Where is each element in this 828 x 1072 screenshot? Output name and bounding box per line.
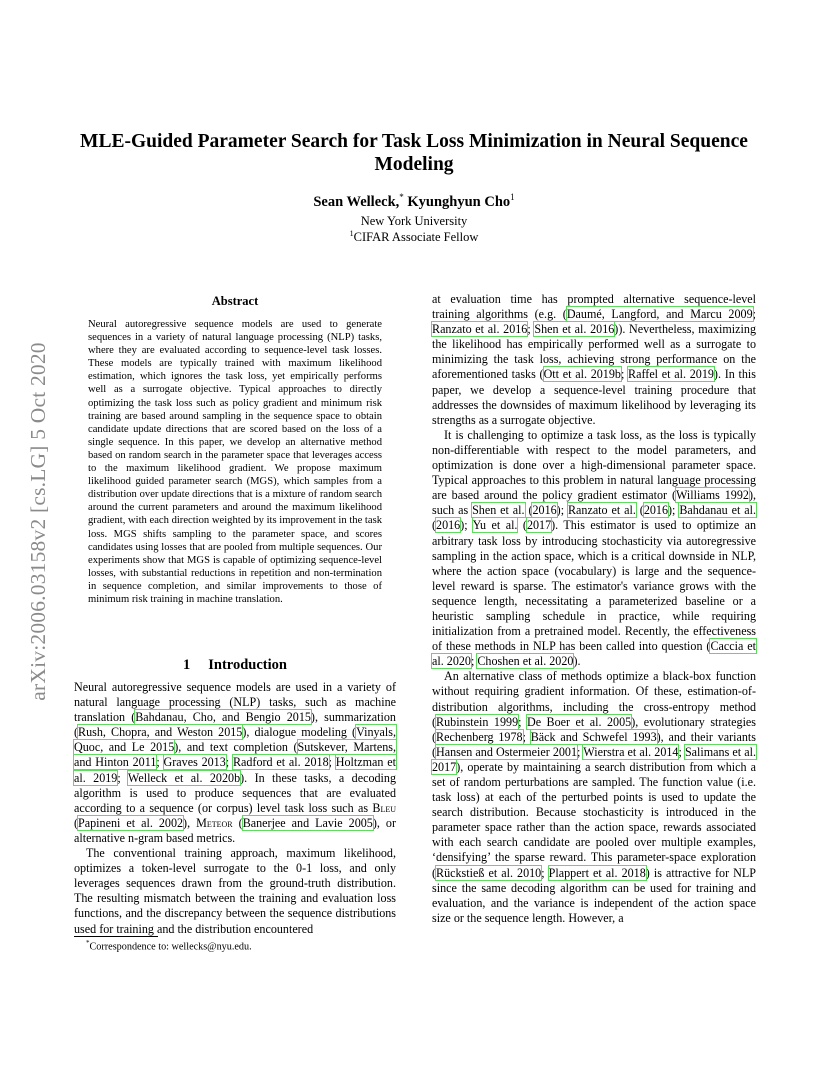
text-run: ; [117, 770, 128, 785]
text-run: ), such as [432, 488, 757, 518]
citation-link[interactable]: Rückstieß et al. 2010 [436, 865, 542, 880]
text-run: ). In these tasks, a decoding algorithm is used to produce sequences that are evaluated according to a sequence (or corpus) level task loss such as [74, 770, 396, 815]
footnote-text: Correspondence to: wellecks@nyu.edu. [89, 941, 252, 953]
abstract-body: Neural autoregressive sequence models are used to generate sequences in a variety of natural language processing (NLP) tasks, where they are evaluated according to sequence-level task losses. These models are typically trained with maximum likelihood estimation, which ignores the task loss, yet empirically performs well as a surrogate objective. Typical approaches to directly optimizing the task loss such as policy gradient and minimum risk training are based around sampling in the sequence space to obtain candidate update directions that are scored based on the loss of a single sequence. In this paper, we develop an alternative method based on random search in the parameter space that leverages access to the maximum likelihood gradient. We propose maximum likelihood guided parameter search (MGS), which samples from a distribution over update directions that is a mixture of random search around the current parameters and around the maximum likelihood gradient, with each direction weighted by its improvement in the task loss. MGS shifts sampling to the parameter space, and scores candidates using losses that are pooled from multiple sequences. Our experiments show that MGS is capable of optimizing sequence-level losses, with substantial reductions in repetition and non-termination in sequence completion, and similar improvements to those of minimum risk training in machine translation. [88, 319, 382, 605]
citation-link[interactable]: Rush, Chopra, and Weston 2015 [78, 725, 243, 740]
citation-link[interactable]: Banerjee and Lavie 2005 [242, 815, 373, 830]
citation-link[interactable]: Bahdanau, Cho, and Bengio 2015 [135, 710, 311, 725]
citation-link[interactable]: 2017 [526, 518, 552, 533]
text-run: ( [517, 518, 527, 533]
citation-link[interactable]: Welleck et al. 2020b [127, 770, 241, 785]
text-run: ), operate by maintaining a search distribution from which a set of random perturbations are sampled. The function value (i.e. task loss) at each of the perturbed points is used to update the search distribution. Because stochasticity is introduced in the parameter space rather than the action space, rewards associated with each search candidate are pooled over multiple examples, ‘densifying’ the sparse reward. This parameter-space exploration ( [432, 759, 756, 880]
citation-link[interactable]: Daumé, Langford, and Marcu 2009 [566, 307, 753, 322]
citation-link[interactable]: Bahdanau et al. [679, 503, 756, 518]
text-run: ( [635, 503, 644, 518]
text-run: ; [678, 744, 685, 759]
section-heading [74, 657, 396, 674]
citation-link[interactable]: Plappert et al. 2018 [548, 865, 646, 880]
text-run: The conventional training approach, maximum likelihood, optimizes a token-level surrogate to the 0-1 loss, and only leverages sequences drawn from the ground-truth distribution. The resulting mismatch between the training and evaluation loss functions, and the discrepancy between the sequence distributions used for training and the distribution encountered [74, 846, 396, 936]
text-run: ), evolutionary strategies ( [432, 714, 756, 744]
text-run: ( [232, 815, 243, 830]
text-run: ; [328, 755, 336, 770]
citation-link[interactable]: Shen et al. [472, 503, 525, 518]
citation-link[interactable]: Ranzato et al. [567, 503, 636, 518]
affiliation-marker: 1 [349, 229, 354, 238]
citation-link[interactable]: Wierstra et al. 2014 [583, 744, 679, 759]
paragraph [432, 292, 756, 428]
metric-name: Meteor [196, 815, 233, 830]
citation-link[interactable]: Bäck and Schwefel 1993 [530, 729, 657, 744]
paper-title: MLE-Guided Parameter Search for Task Loss Minimization in Neural Sequence Modeling [80, 131, 748, 175]
text-run: ; [752, 307, 756, 322]
paragraph [432, 669, 756, 926]
citation-link[interactable]: Yu et al. [472, 518, 518, 533]
text-run: ) is attractive for NLP since the same decoding algorithm can be used for training and evaluation, and the variance is independent of the action space size or the sequence length. However, a [432, 865, 756, 925]
arxiv-identifier [18, 296, 58, 746]
affiliation-text: CIFAR Associate Fellow [353, 230, 479, 245]
affiliation-marker: 1 [510, 192, 515, 202]
citation-link[interactable]: Radford et al. 2018 [232, 755, 329, 770]
text-run: ; [620, 367, 629, 382]
text-run: )). Nevertheless, maximizing the likelihood has empirically performed well as a surrogate to minimizing the task loss, achieving strong performance on the aforementioned tasks ( [432, 322, 756, 382]
citation-link[interactable]: Graves 2013 [163, 755, 226, 770]
citation-link[interactable]: Vinyals, Quoc, and Le 2015 [74, 725, 396, 755]
citation-link[interactable]: 2016 [436, 518, 461, 533]
citation-link[interactable]: Sutskever, Martens, and Hinton 2011 [74, 740, 396, 770]
citation-link[interactable]: Shen et al. 2016 [534, 322, 615, 337]
citation-link[interactable]: Papineni et al. 2002 [78, 815, 184, 830]
text-run: ; [577, 744, 584, 759]
text-run: ), and their variants ( [432, 729, 757, 759]
section-number: 1 [183, 657, 191, 673]
author-name: Kyunghyun Cho [407, 193, 511, 210]
text-run: ( [74, 815, 79, 830]
citation-link[interactable]: Holtzman et al. 2019 [74, 755, 396, 785]
text-run: ). [573, 654, 581, 669]
abstract-heading: Abstract [211, 294, 259, 308]
affiliation-line: New York University [360, 214, 468, 228]
left-column-body [74, 680, 396, 937]
text-run: ); [556, 503, 568, 518]
paragraph [74, 846, 396, 937]
footnote-marker: * [86, 939, 90, 947]
citation-link[interactable]: Salimans et al. 2017 [432, 744, 757, 774]
author-line [200, 192, 628, 211]
footnote [86, 939, 252, 952]
citation-link[interactable]: Choshen et al. 2020 [477, 654, 574, 669]
text-run: ( [524, 503, 533, 518]
citation-link[interactable]: Rechenberg 1978 [436, 729, 523, 744]
paragraph [432, 428, 756, 670]
citation-link[interactable]: Williams 1992 [675, 488, 749, 503]
text-run: ; [225, 755, 233, 770]
text-run: ; [527, 322, 535, 337]
citation-link[interactable]: Ott et al. 2019b [543, 367, 621, 382]
citation-link[interactable]: Hansen and Ostermeier 2001 [436, 744, 578, 759]
citation-link[interactable]: Ranzato et al. 2016 [432, 322, 528, 337]
citation-link[interactable]: Caccia et al. 2020 [432, 639, 756, 669]
footnote-rule [74, 936, 158, 937]
text-run: It is challenging to optimize a task loss, as the loss is typically non-differentiable with respect to the model parameters, and optimization is done over a high-dimensional parameter space. Typical approaches to this problem in natural language processing are based around the policy gradient estimator ( [432, 427, 756, 503]
text-run: ), summarization ( [74, 710, 396, 740]
text-run: ), [183, 815, 197, 830]
arxiv-identifier-text: arXiv:2006.03158v2 [cs.LG] 5 Oct 2020 [25, 341, 50, 701]
section-title: Introduction [208, 657, 287, 673]
text-run: ; [470, 654, 478, 669]
metric-name: Bleu [372, 800, 396, 815]
citation-link[interactable]: Rubinstein 1999 [436, 714, 519, 729]
text-run: ; [541, 865, 549, 880]
citation-link[interactable]: Raffel et al. 2019 [628, 367, 714, 382]
text-run: ); [460, 518, 473, 533]
text-run: ), and text completion ( [174, 740, 298, 755]
text-run: at evaluation time has prompted alternative sequence-level training algorithms (e.g. ( [432, 292, 756, 322]
paragraph [74, 680, 396, 846]
footnote-marker: * [399, 192, 404, 202]
right-column-body [432, 292, 756, 926]
author-name: Sean Welleck, [313, 193, 400, 210]
text-run: ( [432, 518, 437, 533]
text-run: ; [156, 755, 164, 770]
affiliation-line [200, 229, 628, 245]
text-run: Neural autoregressive sequence models are used in a variety of natural language processing (NLP) tasks, such as machine translation ( [74, 680, 396, 725]
text-run: An alternative class of methods optimize a black-box function without requiring gradient information. Of these, estimation-of-distribution algorithms, including the cross-entropy method ( [432, 669, 756, 729]
text-run: ). In this paper, we develop a sequence-level training procedure that addresses the downsides of maximum likelihood by leveraging its strengths as a surrogate objective. [432, 367, 756, 427]
citation-link[interactable]: 2016 [532, 503, 557, 518]
text-run: ; [522, 729, 531, 744]
text-run: ), dialogue modeling ( [242, 725, 357, 740]
text-run: ); [668, 503, 680, 518]
citation-link[interactable]: De Boer et al. 2005 [526, 714, 632, 729]
text-run: ), or alternative n-gram based metrics. [74, 815, 396, 845]
text-run: ; [518, 714, 527, 729]
text-run: ). This estimator is used to optimize an arbitrary task loss by introducing stochasticity via autoregressive sampling in the action space, which is a critical downside in NLP, where the action space (vocabulary) is large and the sequence-level reward is sparse. The estimator's variance grows with the sequence length, necessitating a parameterized baseline or a heuristic sampling schedule in practice, while requiring initialization from a pretrained model. Recently, the effectiveness of these methods in NLP has been called into question ( [432, 518, 757, 654]
citation-link[interactable]: 2016 [643, 503, 669, 518]
